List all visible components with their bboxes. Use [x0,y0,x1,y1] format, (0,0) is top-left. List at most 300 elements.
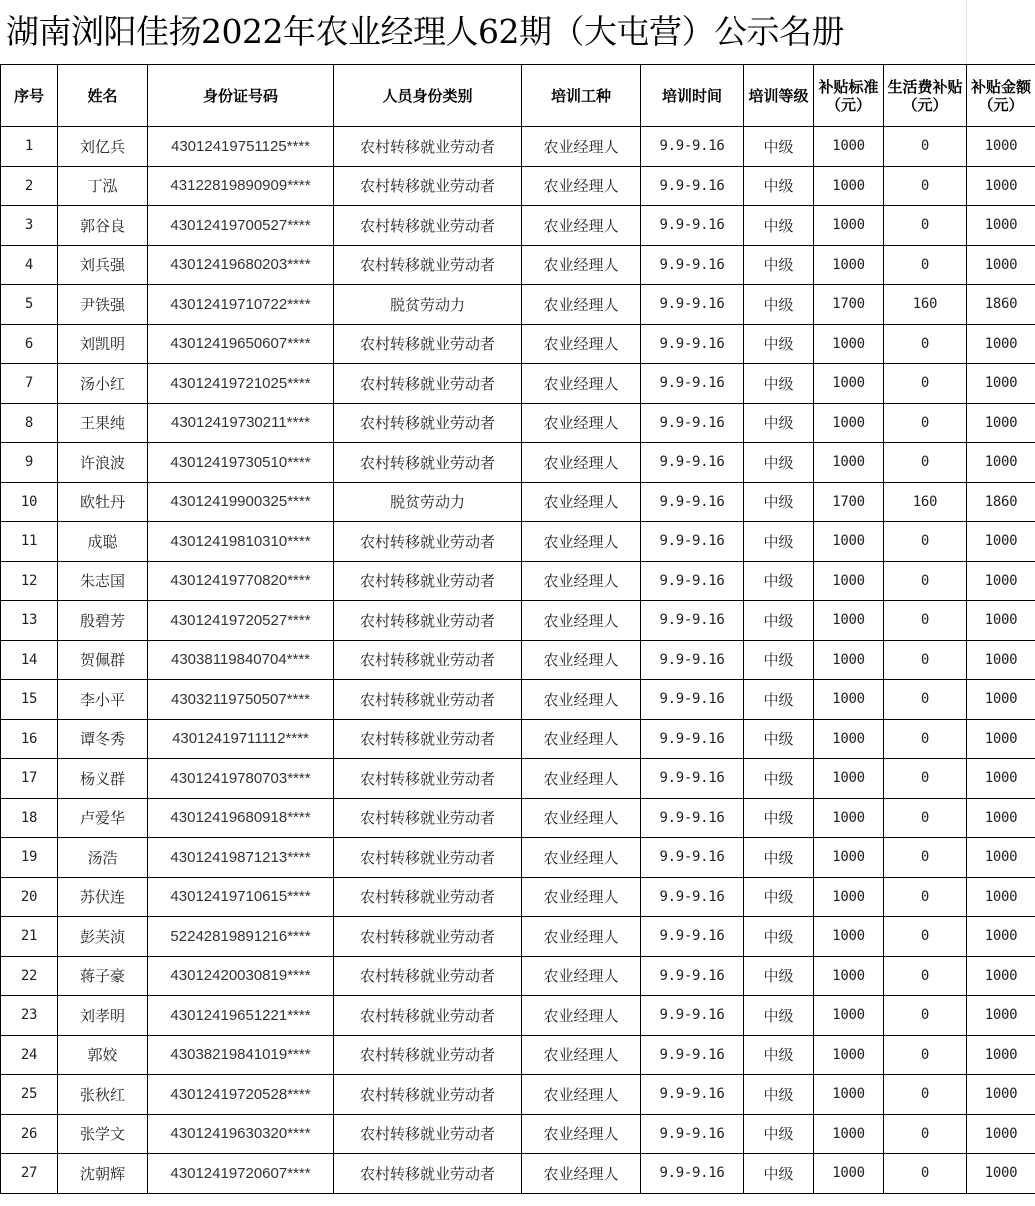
cell-identity-category: 农村转移就业劳动者 [334,166,522,206]
cell-index: 3 [1,206,58,246]
cell-index: 7 [1,364,58,404]
cell-subsidy-amount: 1000 [967,561,1035,601]
cell-training-period: 9.9-9.16 [641,719,744,759]
cell-subsidy-amount: 1000 [967,364,1035,404]
cell-subsidy-amount: 1000 [967,403,1035,443]
cell-subsidy-standard: 1000 [814,680,884,720]
cell-index: 22 [1,956,58,996]
cell-identity-category: 农村转移就业劳动者 [334,996,522,1036]
cell-training-trade: 农业经理人 [522,127,641,167]
table-row [1,285,1035,325]
cell-index: 19 [1,838,58,878]
cell-name: 刘孝明 [58,996,148,1036]
cell-living-allowance: 0 [884,561,967,601]
cell-training-trade: 农业经理人 [522,522,641,562]
cell-training-trade: 农业经理人 [522,640,641,680]
cell-training-trade: 农业经理人 [522,403,641,443]
cell-subsidy-standard: 1000 [814,798,884,838]
cell-index: 26 [1,1114,58,1154]
cell-training-level: 中级 [744,996,814,1036]
cell-training-trade: 农业经理人 [522,680,641,720]
cell-training-level: 中级 [744,956,814,996]
cell-training-period: 9.9-9.16 [641,127,744,167]
cell-id-number: 43038119840704**** [148,640,334,680]
cell-identity-category: 农村转移就业劳动者 [334,1035,522,1075]
cell-id-number: 43032119750507**** [148,680,334,720]
cell-subsidy-amount: 1000 [967,640,1035,680]
cell-training-level: 中级 [744,482,814,522]
table-row [1,719,1035,759]
cell-index: 8 [1,403,58,443]
cell-id-number: 43012420030819**** [148,956,334,996]
cell-index: 18 [1,798,58,838]
cell-id-number: 43012419721025**** [148,364,334,404]
cell-training-level: 中级 [744,1154,814,1194]
cell-name: 张学文 [58,1114,148,1154]
cell-subsidy-amount: 1000 [967,1075,1035,1115]
cell-identity-category: 农村转移就业劳动者 [334,522,522,562]
cell-subsidy-standard: 1000 [814,403,884,443]
cell-id-number: 43012419680203**** [148,245,334,285]
document-title: 湖南浏阳佳扬2022年农业经理人62期（大屯营）公示名册 [6,12,844,51]
cell-name: 成聪 [58,522,148,562]
cell-training-level: 中级 [744,838,814,878]
table-row [1,759,1035,799]
cell-training-level: 中级 [744,285,814,325]
cell-living-allowance: 0 [884,1114,967,1154]
cell-living-allowance: 0 [884,364,967,404]
cell-id-number: 43012419730211**** [148,403,334,443]
cell-subsidy-standard: 1700 [814,285,884,325]
table-row [1,798,1035,838]
cell-living-allowance: 0 [884,838,967,878]
cell-subsidy-standard: 1000 [814,245,884,285]
cell-index: 11 [1,522,58,562]
cell-training-trade: 农业经理人 [522,1154,641,1194]
roster-table [0,64,1035,1194]
cell-name: 欧牡丹 [58,482,148,522]
cell-training-level: 中级 [744,403,814,443]
cell-living-allowance: 0 [884,206,967,246]
cell-name: 张秋红 [58,1075,148,1115]
cell-subsidy-standard: 1000 [814,364,884,404]
cell-training-period: 9.9-9.16 [641,759,744,799]
cell-index: 10 [1,482,58,522]
cell-training-period: 9.9-9.16 [641,245,744,285]
cell-index: 20 [1,877,58,917]
cell-identity-category: 脱贫劳动力 [334,285,522,325]
cell-training-period: 9.9-9.16 [641,838,744,878]
cell-training-level: 中级 [744,364,814,404]
cell-training-level: 中级 [744,245,814,285]
cell-index: 1 [1,127,58,167]
table-row [1,601,1035,641]
cell-training-period: 9.9-9.16 [641,324,744,364]
cell-subsidy-standard: 1000 [814,759,884,799]
cell-index: 25 [1,1075,58,1115]
cell-name: 彭芙浈 [58,917,148,957]
cell-name: 丁泓 [58,166,148,206]
column-header-training-level: 培训等级 [744,65,814,127]
table-row [1,206,1035,246]
cell-training-trade: 农业经理人 [522,364,641,404]
table-row [1,1075,1035,1115]
cell-identity-category: 农村转移就业劳动者 [334,1075,522,1115]
cell-index: 4 [1,245,58,285]
cell-id-number: 43012419871213**** [148,838,334,878]
table-row [1,1154,1035,1194]
cell-name: 郭姣 [58,1035,148,1075]
cell-index: 14 [1,640,58,680]
cell-training-trade: 农业经理人 [522,601,641,641]
cell-living-allowance: 0 [884,522,967,562]
cell-subsidy-standard: 1000 [814,719,884,759]
cell-id-number: 52242819891216**** [148,917,334,957]
cell-id-number: 43012419710722**** [148,285,334,325]
cell-training-trade: 农业经理人 [522,719,641,759]
table-row [1,877,1035,917]
cell-name: 贺佩群 [58,640,148,680]
column-header-subsidy-standard: 补贴标准（元） [814,65,884,127]
cell-id-number: 43012419720527**** [148,601,334,641]
cell-training-trade: 农业经理人 [522,1035,641,1075]
cell-identity-category: 农村转移就业劳动者 [334,640,522,680]
cell-training-level: 中级 [744,601,814,641]
cell-id-number: 43012419650607**** [148,324,334,364]
cell-index: 2 [1,166,58,206]
cell-subsidy-amount: 1000 [967,956,1035,996]
cell-training-trade: 农业经理人 [522,917,641,957]
table-row [1,127,1035,167]
cell-training-period: 9.9-9.16 [641,640,744,680]
cell-training-trade: 农业经理人 [522,838,641,878]
cell-training-level: 中级 [744,759,814,799]
cell-name: 刘亿兵 [58,127,148,167]
cell-name: 郭谷良 [58,206,148,246]
table-row [1,1035,1035,1075]
cell-name: 卢爱华 [58,798,148,838]
cell-living-allowance: 0 [884,719,967,759]
cell-id-number: 43012419720607**** [148,1154,334,1194]
cell-training-trade: 农业经理人 [522,166,641,206]
cell-subsidy-amount: 1000 [967,838,1035,878]
cell-subsidy-amount: 1000 [967,324,1035,364]
cell-id-number: 43012419630320**** [148,1114,334,1154]
cell-training-trade: 农业经理人 [522,245,641,285]
cell-identity-category: 农村转移就业劳动者 [334,798,522,838]
table-row [1,1114,1035,1154]
cell-index: 13 [1,601,58,641]
cell-subsidy-standard: 1000 [814,522,884,562]
column-header-identity-category: 人员身份类别 [334,65,522,127]
cell-living-allowance: 0 [884,1154,967,1194]
cell-subsidy-standard: 1000 [814,601,884,641]
cell-identity-category: 农村转移就业劳动者 [334,127,522,167]
cell-identity-category: 农村转移就业劳动者 [334,206,522,246]
cell-subsidy-standard: 1700 [814,482,884,522]
cell-subsidy-amount: 1000 [967,1154,1035,1194]
cell-index: 6 [1,324,58,364]
cell-training-period: 9.9-9.16 [641,601,744,641]
cell-living-allowance: 0 [884,759,967,799]
cell-name: 苏伏连 [58,877,148,917]
cell-subsidy-amount: 1000 [967,601,1035,641]
cell-training-trade: 农业经理人 [522,443,641,483]
cell-training-period: 9.9-9.16 [641,561,744,601]
cell-subsidy-standard: 1000 [814,838,884,878]
cell-identity-category: 农村转移就业劳动者 [334,719,522,759]
cell-index: 21 [1,917,58,957]
cell-training-level: 中级 [744,127,814,167]
cell-gridline [966,0,967,64]
cell-identity-category: 农村转移就业劳动者 [334,838,522,878]
cell-subsidy-amount: 1000 [967,680,1035,720]
cell-name: 许浪波 [58,443,148,483]
cell-training-level: 中级 [744,522,814,562]
cell-training-trade: 农业经理人 [522,798,641,838]
cell-training-level: 中级 [744,640,814,680]
cell-living-allowance: 0 [884,680,967,720]
cell-training-period: 9.9-9.16 [641,798,744,838]
cell-index: 16 [1,719,58,759]
table-row [1,245,1035,285]
cell-subsidy-amount: 1000 [967,798,1035,838]
cell-training-period: 9.9-9.16 [641,1075,744,1115]
cell-subsidy-standard: 1000 [814,324,884,364]
cell-id-number: 43012419710615**** [148,877,334,917]
cell-subsidy-amount: 1860 [967,285,1035,325]
cell-training-trade: 农业经理人 [522,561,641,601]
cell-subsidy-amount: 1000 [967,443,1035,483]
table-row [1,917,1035,957]
cell-subsidy-amount: 1000 [967,127,1035,167]
cell-training-period: 9.9-9.16 [641,522,744,562]
cell-training-period: 9.9-9.16 [641,364,744,404]
cell-living-allowance: 0 [884,324,967,364]
cell-training-level: 中级 [744,443,814,483]
cell-id-number: 43012419651221**** [148,996,334,1036]
cell-name: 殷碧芳 [58,601,148,641]
cell-id-number: 43038219841019**** [148,1035,334,1075]
table-row [1,324,1035,364]
cell-training-level: 中级 [744,561,814,601]
cell-training-period: 9.9-9.16 [641,996,744,1036]
cell-subsidy-amount: 1000 [967,1035,1035,1075]
header-row [1,65,1035,127]
cell-name: 尹铁强 [58,285,148,325]
cell-id-number: 43012419780703**** [148,759,334,799]
column-header-living-allowance: 生活费补贴（元） [884,65,967,127]
cell-identity-category: 农村转移就业劳动者 [334,443,522,483]
cell-training-trade: 农业经理人 [522,285,641,325]
cell-identity-category: 农村转移就业劳动者 [334,601,522,641]
table-row [1,956,1035,996]
cell-training-period: 9.9-9.16 [641,285,744,325]
table-row [1,680,1035,720]
cell-subsidy-amount: 1000 [967,759,1035,799]
cell-index: 5 [1,285,58,325]
cell-training-trade: 农业经理人 [522,206,641,246]
cell-training-level: 中级 [744,680,814,720]
cell-training-period: 9.9-9.16 [641,917,744,957]
cell-index: 15 [1,680,58,720]
cell-subsidy-amount: 1000 [967,996,1035,1036]
table-row [1,640,1035,680]
cell-training-period: 9.9-9.16 [641,1154,744,1194]
cell-subsidy-amount: 1000 [967,1114,1035,1154]
cell-training-level: 中级 [744,324,814,364]
cell-subsidy-standard: 1000 [814,877,884,917]
cell-id-number: 43012419711112**** [148,719,334,759]
cell-training-period: 9.9-9.16 [641,403,744,443]
cell-living-allowance: 0 [884,443,967,483]
cell-training-period: 9.9-9.16 [641,443,744,483]
cell-subsidy-amount: 1000 [967,206,1035,246]
cell-subsidy-standard: 1000 [814,956,884,996]
cell-name: 蒋子豪 [58,956,148,996]
table-row [1,482,1035,522]
cell-id-number: 43012419900325**** [148,482,334,522]
cell-training-level: 中级 [744,917,814,957]
cell-name: 刘凯明 [58,324,148,364]
cell-living-allowance: 160 [884,482,967,522]
cell-index: 23 [1,996,58,1036]
cell-identity-category: 农村转移就业劳动者 [334,759,522,799]
cell-name: 王果纯 [58,403,148,443]
cell-training-trade: 农业经理人 [522,759,641,799]
column-header-index: 序号 [1,65,58,127]
cell-living-allowance: 0 [884,996,967,1036]
cell-id-number: 43122819890909**** [148,166,334,206]
cell-living-allowance: 0 [884,1035,967,1075]
cell-living-allowance: 0 [884,798,967,838]
cell-living-allowance: 0 [884,403,967,443]
cell-living-allowance: 160 [884,285,967,325]
cell-name: 汤小红 [58,364,148,404]
cell-training-trade: 农业经理人 [522,482,641,522]
cell-index: 12 [1,561,58,601]
cell-subsidy-amount: 1860 [967,482,1035,522]
cell-living-allowance: 0 [884,245,967,285]
cell-id-number: 43012419770820**** [148,561,334,601]
cell-subsidy-amount: 1000 [967,877,1035,917]
cell-identity-category: 农村转移就业劳动者 [334,1114,522,1154]
table-row [1,443,1035,483]
cell-training-level: 中级 [744,1114,814,1154]
cell-identity-category: 农村转移就业劳动者 [334,917,522,957]
cell-training-period: 9.9-9.16 [641,482,744,522]
cell-training-level: 中级 [744,1075,814,1115]
cell-identity-category: 农村转移就业劳动者 [334,245,522,285]
cell-index: 24 [1,1035,58,1075]
cell-identity-category: 脱贫劳动力 [334,482,522,522]
cell-subsidy-standard: 1000 [814,127,884,167]
cell-training-level: 中级 [744,798,814,838]
cell-training-period: 9.9-9.16 [641,1114,744,1154]
cell-name: 沈朝辉 [58,1154,148,1194]
cell-id-number: 43012419751125**** [148,127,334,167]
cell-subsidy-amount: 1000 [967,522,1035,562]
table-row [1,561,1035,601]
cell-training-level: 中级 [744,1035,814,1075]
cell-index: 27 [1,1154,58,1194]
cell-training-level: 中级 [744,206,814,246]
cell-subsidy-standard: 1000 [814,996,884,1036]
cell-living-allowance: 0 [884,640,967,680]
cell-name: 谭冬秀 [58,719,148,759]
cell-name: 李小平 [58,680,148,720]
cell-subsidy-standard: 1000 [814,166,884,206]
cell-identity-category: 农村转移就业劳动者 [334,1154,522,1194]
cell-subsidy-amount: 1000 [967,917,1035,957]
cell-training-trade: 农业经理人 [522,1114,641,1154]
cell-identity-category: 农村转移就业劳动者 [334,956,522,996]
cell-name: 杨义群 [58,759,148,799]
column-header-training-period: 培训时间 [641,65,744,127]
cell-subsidy-standard: 1000 [814,1114,884,1154]
cell-living-allowance: 0 [884,1075,967,1115]
cell-training-trade: 农业经理人 [522,996,641,1036]
table-row [1,364,1035,404]
cell-subsidy-standard: 1000 [814,206,884,246]
cell-subsidy-standard: 1000 [814,1154,884,1194]
table-row [1,996,1035,1036]
cell-subsidy-standard: 1000 [814,917,884,957]
cell-index: 9 [1,443,58,483]
cell-identity-category: 农村转移就业劳动者 [334,324,522,364]
cell-subsidy-standard: 1000 [814,561,884,601]
cell-subsidy-amount: 1000 [967,719,1035,759]
cell-training-period: 9.9-9.16 [641,680,744,720]
cell-living-allowance: 0 [884,956,967,996]
cell-id-number: 43012419730510**** [148,443,334,483]
cell-name: 刘兵强 [58,245,148,285]
cell-subsidy-amount: 1000 [967,166,1035,206]
cell-living-allowance: 0 [884,127,967,167]
cell-training-period: 9.9-9.16 [641,1035,744,1075]
cell-training-period: 9.9-9.16 [641,166,744,206]
column-header-subsidy-amount: 补贴金额（元） [967,65,1035,127]
cell-id-number: 43012419810310**** [148,522,334,562]
cell-identity-category: 农村转移就业劳动者 [334,403,522,443]
table-row [1,403,1035,443]
table-row [1,522,1035,562]
cell-subsidy-amount: 1000 [967,245,1035,285]
cell-training-trade: 农业经理人 [522,877,641,917]
column-header-training-trade: 培训工种 [522,65,641,127]
cell-id-number: 43012419680918**** [148,798,334,838]
table-row [1,838,1035,878]
cell-living-allowance: 0 [884,601,967,641]
cell-living-allowance: 0 [884,166,967,206]
column-header-id-number: 身份证号码 [148,65,334,127]
cell-index: 17 [1,759,58,799]
cell-subsidy-standard: 1000 [814,1075,884,1115]
cell-name: 朱志国 [58,561,148,601]
cell-training-trade: 农业经理人 [522,1075,641,1115]
cell-subsidy-standard: 1000 [814,443,884,483]
cell-id-number: 43012419700527**** [148,206,334,246]
cell-training-period: 9.9-9.16 [641,206,744,246]
cell-identity-category: 农村转移就业劳动者 [334,364,522,404]
cell-living-allowance: 0 [884,877,967,917]
cell-identity-category: 农村转移就业劳动者 [334,877,522,917]
cell-training-level: 中级 [744,877,814,917]
cell-identity-category: 农村转移就业劳动者 [334,561,522,601]
cell-living-allowance: 0 [884,917,967,957]
cell-identity-category: 农村转移就业劳动者 [334,680,522,720]
table-row [1,166,1035,206]
